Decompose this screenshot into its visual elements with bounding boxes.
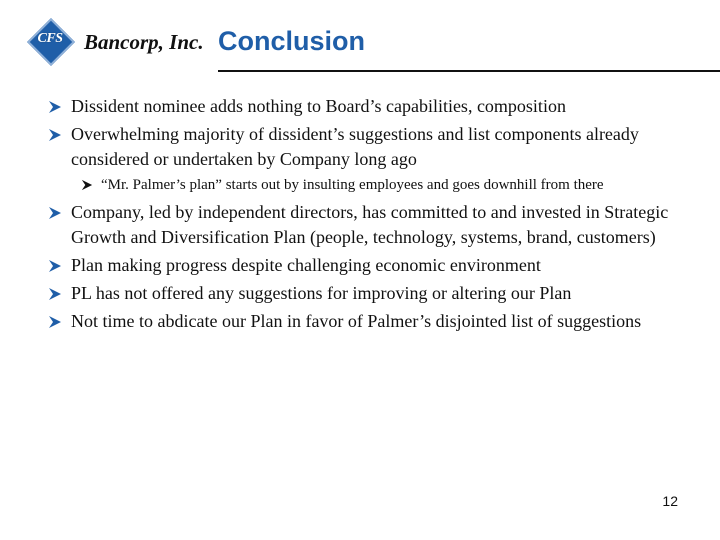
bullet-text: Not time to abdicate our Plan in favor of Palmer’s disjointed list of suggestions: [71, 311, 642, 331]
bullet-text: Dissident nominee adds nothing to Board’s capabilities, composition: [71, 96, 566, 116]
arrowhead-bullet-icon: [48, 100, 62, 114]
arrowhead-bullet-icon: [81, 179, 93, 191]
sub-bullet-item-1: [81, 175, 678, 195]
bullet-item-4: [48, 253, 678, 278]
slide-title: Conclusion: [218, 26, 365, 56]
header-divider: [218, 70, 720, 72]
bullet-text: Plan making progress despite challenging economic environment: [71, 255, 541, 275]
bullet-item-3: [48, 200, 678, 250]
arrowhead-bullet-icon: [48, 206, 62, 220]
bullet-text: “Mr. Palmer’s plan” starts out by insulting employees and goes downhill from there: [101, 177, 604, 193]
bullet-text: Overwhelming majority of dissident’s suggestions and list components already considered or undertaken by Company long ago: [71, 124, 639, 169]
arrowhead-bullet-icon: [48, 259, 62, 273]
logo-company-name: Bancorp, Inc.: [84, 30, 204, 54]
arrowhead-bullet-icon: [48, 315, 62, 329]
page-number: 12: [662, 493, 678, 509]
logo-mark-text: CFS: [37, 31, 63, 46]
bullet-item-5: [48, 281, 678, 306]
arrowhead-bullet-icon: [48, 287, 62, 301]
bullet-item-1: [48, 94, 678, 119]
company-logo: [24, 16, 224, 72]
bullet-list: [48, 94, 678, 337]
arrowhead-bullet-icon: [48, 128, 62, 142]
bullet-item-6: [48, 309, 678, 334]
bullet-item-2: [48, 122, 678, 172]
bullet-text: Company, led by independent directors, has committed to and invested in Strategic Growth and Diversification Plan (people, technology, systems, brand, customers): [71, 202, 669, 247]
bullet-text: PL has not offered any suggestions for improving or altering our Plan: [71, 283, 572, 303]
